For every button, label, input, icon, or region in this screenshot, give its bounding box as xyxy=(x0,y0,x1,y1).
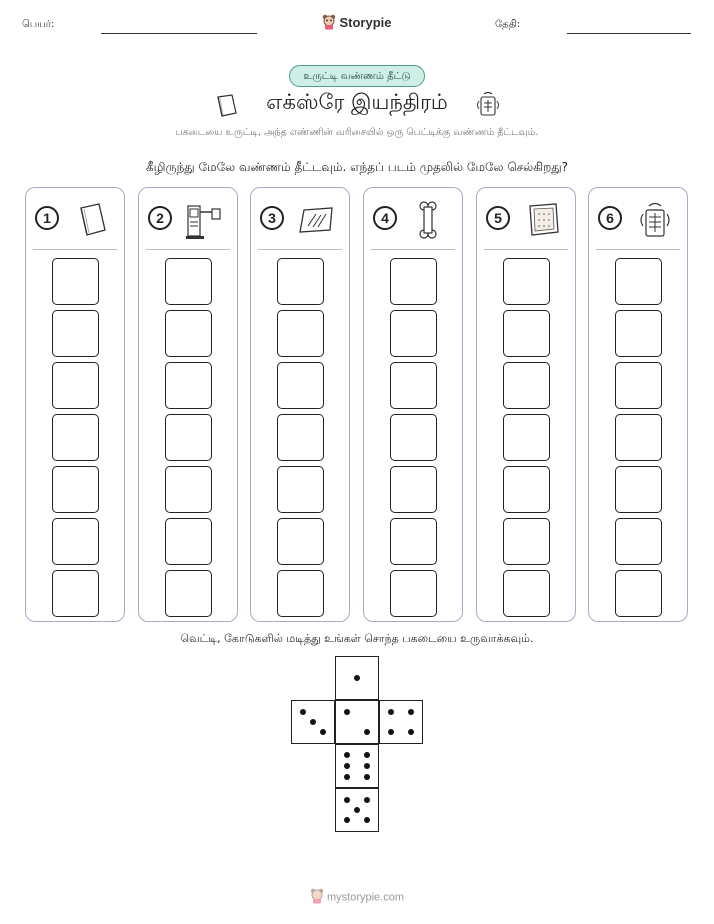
color-box[interactable] xyxy=(503,570,550,617)
column-number: 6 xyxy=(598,206,622,230)
dice-face-3 xyxy=(291,700,335,744)
pip xyxy=(300,709,306,715)
pip xyxy=(344,752,350,758)
color-box[interactable] xyxy=(165,258,212,305)
pip xyxy=(354,807,360,813)
pip xyxy=(320,729,326,735)
xray-machine-icon xyxy=(184,200,226,240)
color-box[interactable] xyxy=(165,518,212,565)
color-box[interactable] xyxy=(52,258,99,305)
storypie-mascot-icon xyxy=(322,14,336,33)
subtitle: பகடையை உருட்டி, அந்த எண்ணின் வரிசையில் ஒரு பெட்டிக்கு வண்ணம் தீட்டவும். xyxy=(175,127,539,138)
column-number: 3 xyxy=(260,206,284,230)
color-box[interactable] xyxy=(615,570,662,617)
color-box[interactable] xyxy=(277,258,324,305)
xray-robot-icon xyxy=(474,91,502,123)
color-box[interactable] xyxy=(165,310,212,357)
pip xyxy=(408,729,414,735)
pip xyxy=(310,719,316,725)
column-4 xyxy=(363,187,463,622)
color-box[interactable] xyxy=(503,466,550,513)
color-box[interactable] xyxy=(390,310,437,357)
column-divider xyxy=(258,249,342,250)
color-box[interactable] xyxy=(165,570,212,617)
color-box[interactable] xyxy=(503,258,550,305)
column-divider xyxy=(484,249,568,250)
pip xyxy=(364,817,370,823)
storypie-mascot-icon xyxy=(310,888,324,907)
pip xyxy=(344,774,350,780)
cut-instruction: வெட்டி, கோடுகளில் மடித்து உங்கள் சொந்த பகடையை உருவாக்கவும். xyxy=(180,632,534,645)
name-line[interactable] xyxy=(101,33,257,34)
pip xyxy=(364,752,370,758)
color-box[interactable] xyxy=(390,258,437,305)
pip xyxy=(344,817,350,823)
instruction: கீழிருந்து மேலே வண்ணம் தீட்டவும். எந்தப் படம் முதலில் மேலே செல்கிறது? xyxy=(145,160,569,174)
name-label: பெயர்: xyxy=(22,19,55,30)
dice-face-6 xyxy=(335,744,379,788)
color-box[interactable] xyxy=(390,362,437,409)
column-number: 2 xyxy=(148,206,172,230)
color-box[interactable] xyxy=(52,414,99,461)
column-6 xyxy=(588,187,688,622)
color-box[interactable] xyxy=(503,310,550,357)
activity-badge: உருட்டி வண்ணம் தீட்டு xyxy=(289,65,425,87)
color-box[interactable] xyxy=(277,466,324,513)
pip xyxy=(344,709,350,715)
dice-face-2 xyxy=(335,700,379,744)
color-box[interactable] xyxy=(52,362,99,409)
column-1 xyxy=(25,187,125,622)
footer xyxy=(0,888,714,907)
color-box[interactable] xyxy=(52,466,99,513)
column-divider xyxy=(371,249,455,250)
color-box[interactable] xyxy=(165,466,212,513)
color-box[interactable] xyxy=(277,414,324,461)
column-number: 1 xyxy=(35,206,59,230)
pip xyxy=(388,709,394,715)
color-box[interactable] xyxy=(52,570,99,617)
color-box[interactable] xyxy=(277,310,324,357)
color-box[interactable] xyxy=(390,518,437,565)
color-box[interactable] xyxy=(615,362,662,409)
color-box[interactable] xyxy=(52,310,99,357)
color-box[interactable] xyxy=(615,310,662,357)
book-icon xyxy=(71,200,113,240)
footer-url[interactable]: mystorypie.com xyxy=(326,891,405,904)
color-box[interactable] xyxy=(615,466,662,513)
bone-icon xyxy=(409,200,451,240)
dice-face-4 xyxy=(379,700,423,744)
color-box[interactable] xyxy=(165,414,212,461)
color-box[interactable] xyxy=(165,362,212,409)
column-2 xyxy=(138,187,238,622)
book-icon xyxy=(212,93,240,123)
color-box[interactable] xyxy=(503,414,550,461)
pip xyxy=(388,729,394,735)
page-title: எக்ஸ்ரே இயந்திரம் xyxy=(266,90,448,114)
pip xyxy=(364,763,370,769)
date-label: தேதி: xyxy=(495,19,521,30)
column-number: 5 xyxy=(486,206,510,230)
color-box[interactable] xyxy=(390,570,437,617)
column-5 xyxy=(476,187,576,622)
color-box[interactable] xyxy=(503,362,550,409)
color-box[interactable] xyxy=(615,414,662,461)
pip xyxy=(344,763,350,769)
color-box[interactable] xyxy=(615,518,662,565)
date-line[interactable] xyxy=(567,33,691,34)
color-box[interactable] xyxy=(277,362,324,409)
dice-face-5 xyxy=(335,788,379,832)
color-box[interactable] xyxy=(390,414,437,461)
brand-logo xyxy=(0,14,714,33)
pip xyxy=(364,729,370,735)
pip xyxy=(408,709,414,715)
brand-name: Storypie xyxy=(339,14,392,30)
pip xyxy=(354,675,360,681)
color-box[interactable] xyxy=(503,518,550,565)
column-3 xyxy=(250,187,350,622)
column-number: 4 xyxy=(373,206,397,230)
xray-plate-icon xyxy=(522,200,564,240)
pip xyxy=(344,797,350,803)
color-box[interactable] xyxy=(277,518,324,565)
pip xyxy=(364,797,370,803)
xray-film-icon xyxy=(296,200,338,240)
column-divider xyxy=(596,249,680,250)
color-box[interactable] xyxy=(615,258,662,305)
pip xyxy=(364,774,370,780)
color-box[interactable] xyxy=(390,466,437,513)
color-box[interactable] xyxy=(277,570,324,617)
column-divider xyxy=(146,249,230,250)
color-box[interactable] xyxy=(52,518,99,565)
column-divider xyxy=(33,249,117,250)
xray-robot-icon xyxy=(634,200,676,240)
dice-face-1 xyxy=(335,656,379,700)
